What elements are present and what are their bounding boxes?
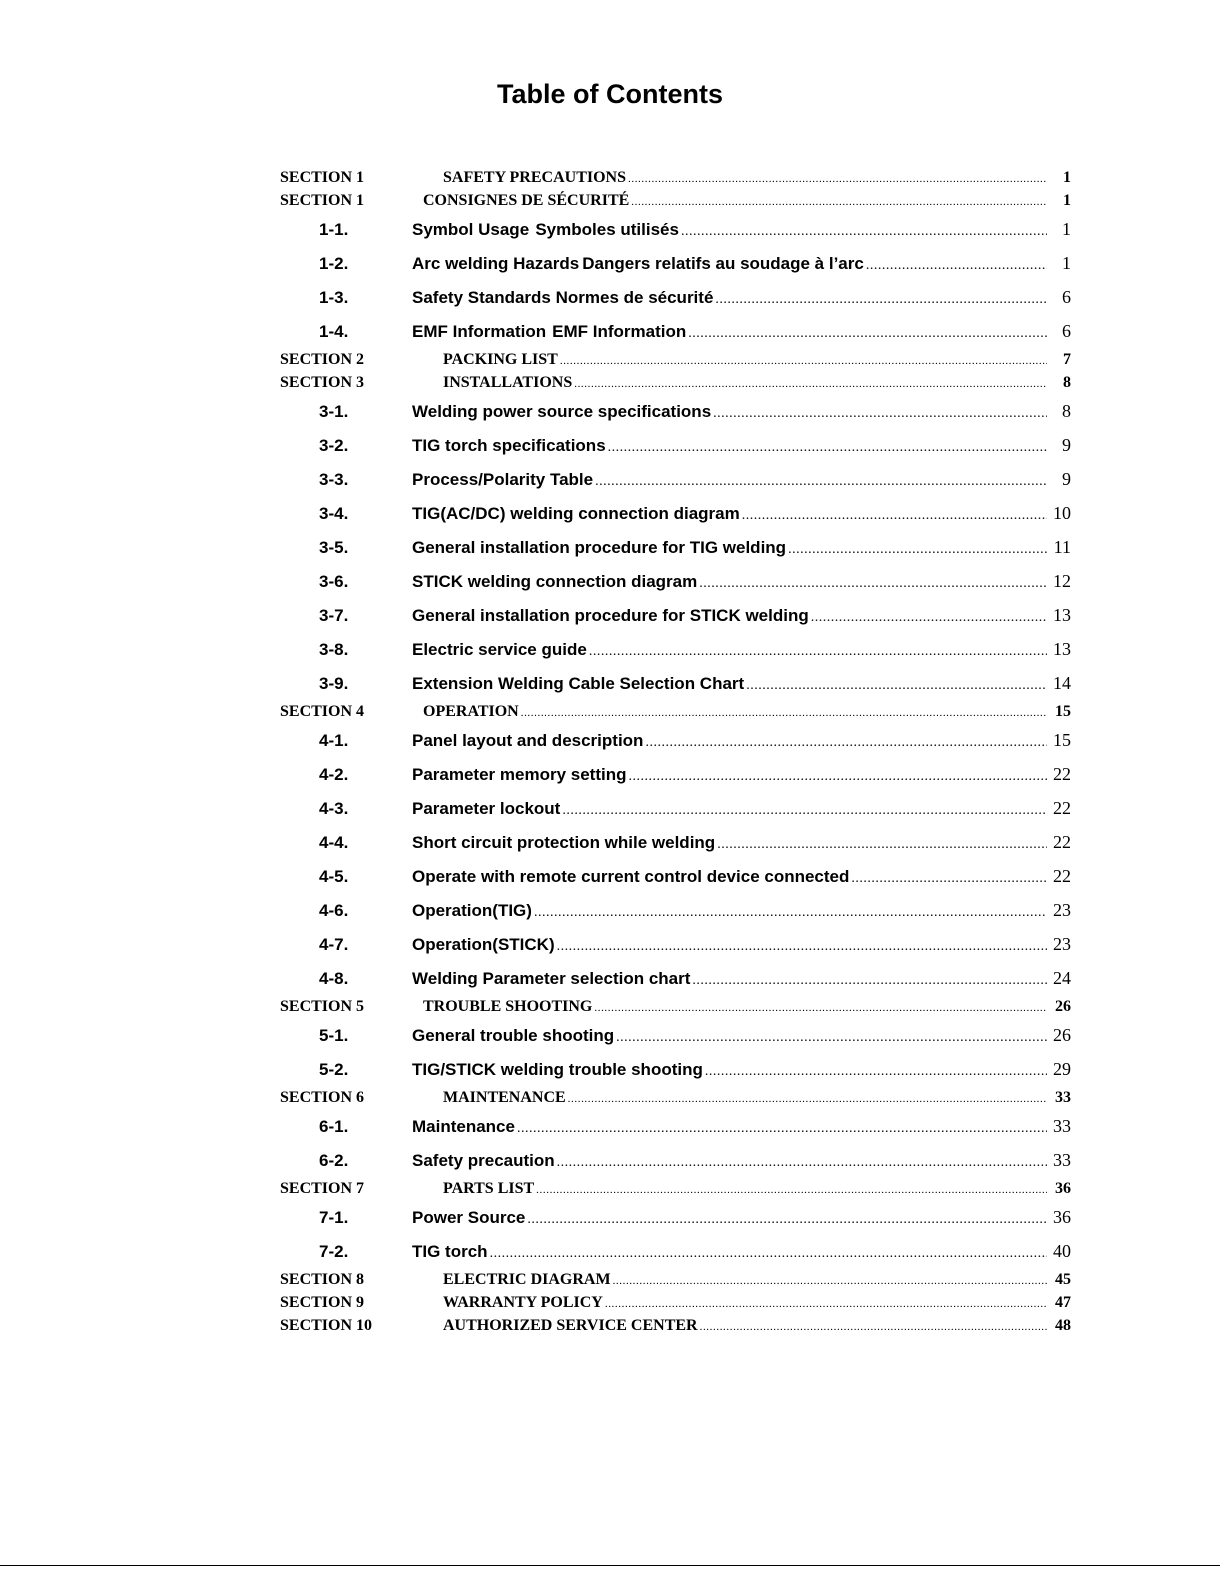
toc-entry-number: 3-7. [319,606,349,625]
toc-entry-number: 4-2. [319,765,349,784]
toc-entry-title[interactable]: TIG torch [412,1242,488,1261]
toc-dot-leader [608,431,1047,465]
toc-dot-leader [560,350,1047,373]
toc-page-number[interactable]: 26 [1055,998,1071,1015]
toc-subsection-entry[interactable] [280,791,1071,825]
toc-page-number[interactable]: 10 [1053,503,1071,523]
toc-page-number[interactable]: 24 [1053,968,1071,988]
toc-subsection-entry[interactable] [280,212,1071,246]
toc-page-number[interactable]: 33 [1055,1089,1071,1106]
toc-entry-number: SECTION 3 [280,374,365,391]
toc-entry-title-french[interactable]: Symboles utilisés [535,220,679,239]
toc-page-number[interactable]: 6 [1062,321,1071,341]
toc-dot-leader [616,1021,1047,1055]
toc-entry-title[interactable]: General trouble shooting [412,1026,615,1045]
toc-entry-number: 5-2. [319,1060,349,1079]
toc-subsection-entry[interactable] [280,564,1071,598]
toc-section-entry[interactable] [280,1291,1071,1314]
toc-entry-number: 3-8. [319,640,349,659]
toc-entry-title[interactable]: Safety Standards Normes de sécurité [412,288,714,307]
toc-dot-leader [628,760,1047,794]
toc-page-number[interactable]: 26 [1053,1025,1071,1045]
toc-entry-title[interactable]: Parameter lockout [412,799,561,818]
toc-dot-leader [713,397,1047,431]
toc-entry-title[interactable]: TIG torch specifications [412,436,606,455]
toc-entry-title[interactable]: STICK welding connection diagram [412,572,698,591]
toc-dot-leader [527,1203,1047,1237]
toc-entry-title[interactable]: Process/Polarity Table [412,470,594,489]
toc-subsection-entry[interactable] [280,496,1071,530]
toc-entry-number: SECTION 1 [280,169,365,186]
toc-page-number[interactable]: 1 [1063,169,1071,186]
toc-entry-number: 4-6. [319,901,349,920]
toc-page-number[interactable]: 47 [1055,1294,1071,1311]
toc-section-entry[interactable] [280,1177,1071,1200]
toc-entry-number: SECTION 8 [280,1271,365,1288]
toc-dot-leader [595,465,1047,499]
toc-page-number[interactable]: 22 [1053,798,1071,818]
toc-dot-leader [490,1237,1047,1271]
toc-page-number[interactable]: 33 [1053,1150,1071,1170]
toc-entry-number: SECTION 10 [280,1317,373,1334]
toc-page-number[interactable]: 8 [1062,401,1071,421]
toc-dot-leader [851,862,1047,896]
toc-entry-title[interactable]: Operate with remote current control device connected [412,867,850,886]
toc-page-number[interactable]: 13 [1053,639,1071,659]
toc-section-entry[interactable] [280,995,1071,1018]
toc-subsection-entry[interactable] [280,462,1071,496]
toc-dot-leader [557,1146,1047,1180]
toc-entry-title[interactable]: EMF Information [412,322,547,341]
toc-subsection-entry[interactable] [280,927,1071,961]
toc-section-entry[interactable] [280,1086,1071,1109]
toc-entry-number: 6-1. [319,1117,349,1136]
toc-dot-leader [536,1179,1047,1202]
toc-page-number[interactable]: 7 [1063,351,1071,368]
table-of-contents [280,166,1071,1337]
toc-entry-number: 4-7. [319,935,349,954]
toc-page-number[interactable]: 22 [1053,764,1071,784]
toc-entry-title[interactable]: Operation(STICK) [412,935,555,954]
toc-entry-number: 3-4. [319,504,349,523]
toc-entry-number: 1-1. [319,220,349,239]
toc-page-number[interactable]: 1 [1062,219,1071,239]
toc-subsection-entry[interactable] [280,632,1071,666]
toc-page-number[interactable]: 48 [1055,1317,1071,1334]
toc-entry-number: 1-2. [319,254,349,273]
toc-entry-title[interactable]: TROUBLE SHOOTING [423,998,593,1015]
toc-entry-number: 7-2. [319,1242,349,1261]
toc-entry-title[interactable]: ELECTRIC DIAGRAM [443,1271,611,1288]
toc-page-number[interactable]: 1 [1062,253,1071,273]
toc-entry-number: 3-3. [319,470,349,489]
toc-entry-number: 4-5. [319,867,349,886]
toc-dot-leader [692,964,1047,998]
toc-entry-title[interactable]: CONSIGNES DE SÉCURITÉ [423,192,630,209]
toc-subsection-entry[interactable] [280,1143,1071,1177]
toc-page-number[interactable]: 36 [1055,1180,1071,1197]
toc-entry-title[interactable]: OPERATION [423,703,519,720]
toc-entry-number: 4-8. [319,969,349,988]
toc-subsection-entry[interactable] [280,723,1071,757]
toc-dot-leader [866,249,1047,283]
toc-page-number[interactable]: 13 [1053,605,1071,625]
toc-entry-title-french[interactable]: Dangers relatifs au soudage à l’arc [582,254,864,273]
toc-entry-number: 4-1. [319,731,349,750]
toc-entry-number: 4-3. [319,799,349,818]
toc-page-number[interactable]: 12 [1053,571,1071,591]
toc-dot-leader [700,1316,1047,1339]
toc-entry-title[interactable]: Parameter memory setting [412,765,627,784]
toc-entry-number: 3-2. [319,436,349,455]
toc-entry-title[interactable]: Symbol Usage [412,220,530,239]
toc-page-number[interactable]: 22 [1053,832,1071,852]
toc-entry-title-french[interactable]: EMF Information [552,322,687,341]
toc-section-entry[interactable] [280,189,1071,212]
toc-dot-leader [681,215,1047,249]
toc-dot-leader [811,601,1047,635]
toc-dot-leader [715,283,1047,317]
toc-entry-title[interactable]: AUTHORIZED SERVICE CENTER [443,1317,698,1334]
toc-entry-title[interactable]: Welding power source specifications [412,402,712,421]
toc-page-number[interactable]: 23 [1053,900,1071,920]
toc-entry-number: 6-2. [319,1151,349,1170]
toc-entry-title[interactable]: Short circuit protection while welding [412,833,716,852]
toc-page-number[interactable]: 1 [1063,192,1071,209]
toc-entry-title[interactable]: TIG/STICK welding trouble shooting [412,1060,703,1079]
toc-subsection-entry[interactable] [280,961,1071,995]
toc-dot-leader [717,828,1047,862]
toc-page-number[interactable]: 22 [1053,866,1071,886]
toc-page-number[interactable]: 15 [1053,730,1071,750]
toc-entry-number: SECTION 6 [280,1089,365,1106]
toc-subsection-entry[interactable] [280,1234,1071,1268]
toc-dot-leader [605,1293,1047,1316]
toc-subsection-entry[interactable] [280,394,1071,428]
toc-dot-leader [562,794,1047,828]
toc-page-number[interactable]: 23 [1053,934,1071,954]
toc-subsection-entry[interactable] [280,598,1071,632]
toc-entry-title[interactable]: Panel layout and description [412,731,644,750]
toc-entry-title[interactable]: WARRANTY POLICY [443,1294,603,1311]
toc-page-number[interactable]: 9 [1062,435,1071,455]
toc-subsection-entry[interactable] [280,893,1071,927]
toc-entry-number: 3-9. [319,674,349,693]
toc-dot-leader [613,1270,1047,1293]
toc-entry-title[interactable]: INSTALLATIONS [443,374,573,391]
toc-dot-leader [699,567,1047,601]
toc-subsection-entry[interactable] [280,280,1071,314]
toc-entry-number: 4-4. [319,833,349,852]
toc-page-number[interactable]: 36 [1053,1207,1071,1227]
toc-page-number[interactable]: 45 [1055,1271,1071,1288]
toc-entry-number: 3-6. [319,572,349,591]
toc-section-entry[interactable] [280,166,1071,189]
toc-entry-title[interactable]: Operation(TIG) [412,901,532,920]
toc-dot-leader [746,669,1047,703]
toc-entry-title[interactable]: PACKING LIST [443,351,558,368]
toc-dot-leader [521,702,1047,725]
toc-subsection-entry[interactable] [280,1052,1071,1086]
toc-section-entry[interactable] [280,371,1071,394]
toc-entry-number: SECTION 7 [280,1180,365,1197]
toc-entry-number: SECTION 4 [280,703,365,720]
toc-subsection-entry[interactable] [280,1018,1071,1052]
toc-subsection-entry[interactable] [280,825,1071,859]
toc-entry-number: 5-1. [319,1026,349,1045]
toc-page-number[interactable]: 8 [1063,374,1071,391]
toc-subsection-entry[interactable] [280,859,1071,893]
toc-page-number[interactable]: 29 [1053,1059,1071,1079]
toc-entry-title[interactable]: Safety precaution [412,1151,555,1170]
toc-entry-title[interactable]: Extension Welding Cable Selection Chart [412,674,745,693]
toc-entry-title[interactable]: General installation procedure for STICK welding [412,606,809,625]
toc-subsection-entry[interactable] [280,1200,1071,1234]
toc-entry-title[interactable]: Arc welding Hazards [412,254,580,273]
toc-dot-leader [594,997,1047,1020]
toc-subsection-entry[interactable] [280,757,1071,791]
toc-section-entry[interactable] [280,700,1071,723]
page-title: Table of Contents [497,79,723,109]
toc-subsection-entry[interactable] [280,530,1071,564]
toc-dot-leader [517,1112,1047,1146]
toc-page-number[interactable]: 6 [1062,287,1071,307]
toc-entry-number: SECTION 5 [280,998,365,1015]
toc-page-number[interactable]: 33 [1053,1116,1071,1136]
toc-dot-leader [568,1088,1047,1111]
page-bottom-divider [0,1565,1220,1566]
toc-dot-leader [534,896,1047,930]
toc-dot-leader [631,191,1047,214]
toc-dot-leader [688,317,1047,351]
toc-entry-title[interactable]: Power Source [412,1208,526,1227]
toc-entry-number: 7-1. [319,1208,349,1227]
toc-page-number[interactable]: 40 [1053,1241,1071,1261]
toc-dot-leader [628,168,1047,191]
toc-page-number[interactable]: 9 [1062,469,1071,489]
toc-page-number[interactable]: 15 [1055,703,1071,720]
toc-entry-number: 1-3. [319,288,349,307]
toc-dot-leader [788,533,1047,567]
toc-page-number[interactable]: 14 [1053,673,1071,693]
toc-dot-leader [742,499,1047,533]
toc-entry-title[interactable]: General installation procedure for TIG welding [412,538,787,557]
toc-entry-title[interactable]: Electric service guide [412,640,587,659]
toc-entry-title[interactable]: Maintenance [412,1117,515,1136]
toc-entry-number: 3-1. [319,402,349,421]
toc-section-entry[interactable] [280,348,1071,371]
toc-entry-title[interactable]: TIG(AC/DC) welding connection diagram [412,504,740,523]
toc-entry-number: SECTION 2 [280,351,365,368]
toc-entry-title[interactable]: PARTS LIST [443,1180,535,1197]
toc-section-entry[interactable] [280,1314,1071,1337]
toc-dot-leader [557,930,1047,964]
toc-entry-number: 1-4. [319,322,349,341]
toc-subsection-entry[interactable] [280,1109,1071,1143]
toc-dot-leader [645,726,1047,760]
toc-entry-number: 3-5. [319,538,349,557]
toc-entry-title[interactable]: Welding Parameter selection chart [412,969,691,988]
toc-section-entry[interactable] [280,1268,1071,1291]
toc-entry-number: SECTION 9 [280,1294,365,1311]
toc-entry-title[interactable]: MAINTENANCE [443,1089,566,1106]
toc-entry-number: SECTION 1 [280,192,365,209]
toc-subsection-entry[interactable] [280,314,1071,348]
toc-dot-leader [589,635,1047,669]
toc-dot-leader [574,373,1047,396]
toc-dot-leader [705,1055,1047,1089]
toc-entry-title[interactable]: SAFETY PRECAUTIONS [443,169,626,186]
toc-subsection-entry[interactable] [280,666,1071,700]
toc-subsection-entry[interactable] [280,246,1071,280]
toc-page-number[interactable]: 11 [1053,537,1071,557]
toc-subsection-entry[interactable] [280,428,1071,462]
